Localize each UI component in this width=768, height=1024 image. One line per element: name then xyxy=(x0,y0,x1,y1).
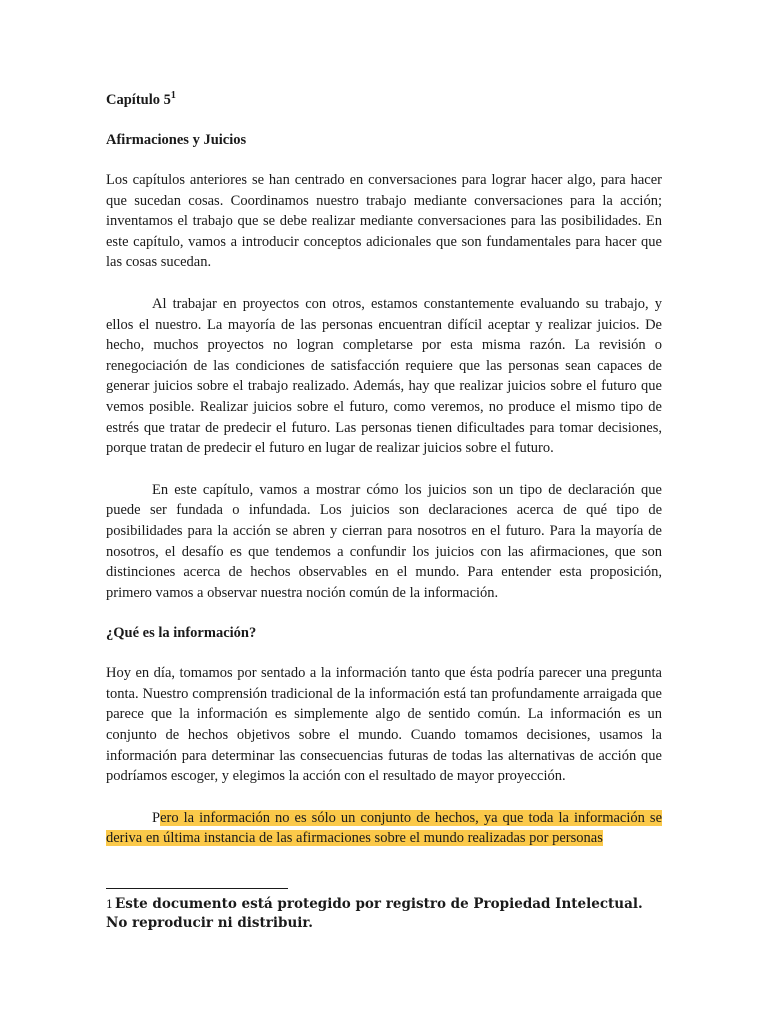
footnote xyxy=(106,895,662,933)
footnote-text: Este documento está protegido por registro de Propiedad Intelectual. No reproducir ni distribuir. xyxy=(106,896,643,931)
text-highlight[interactable]: ero la información no es sólo un conjunto de hechos, ya que toda la información se deriva en última instancia de las afirmaciones sobre el mundo realizadas por personas xyxy=(106,809,662,847)
chapter-title xyxy=(106,90,662,110)
paragraph-lead: P xyxy=(152,809,161,826)
footnote-divider xyxy=(106,888,288,889)
paragraph: En este capítulo, vamos a mostrar cómo los juicios son un tipo de declaración que puede ser fundada o infundada. Los juicios son declaraciones acerca de qué tipo de posibilidades para la acción se abren y cierran para nosotros en el futuro. Para la mayoría de nosotros, el desafío es que tendemos a confundir los juicios con las afirmaciones, que son distinciones acerca de hechos observables en el mundo. Para entender esta proposición, primero vamos a observar nuestra noción común de la información. xyxy=(106,481,662,601)
footnote-marker: 1 xyxy=(106,898,113,911)
paragraph: Los capítulos anteriores se han centrado en conversaciones para lograr hacer algo, para hacer que sucedan cosas. Coordinamos nuestro trabajo mediante conversaciones para la acción; inventamos el trabajo que se debe realizar mediante conversaciones para las posibilidades. En este capítulo, vamos a introducir conceptos adicionales que son fundamentales para hacer que las cosas sucedan. xyxy=(106,172,662,271)
footnote-reference[interactable]: 1 xyxy=(170,90,176,102)
chapter-title-text: Capítulo 5 xyxy=(106,92,171,108)
paragraph: Al trabajar en proyectos con otros, estamos constantemente evaluando su trabajo, y ellos el nuestro. La mayoría de las personas encuentran difícil aceptar y realizar juicios. De hecho, muchos proyectos no logran completarse por esta misma razón. La revisión o renegociación de las condiciones de satisfacción requiere que las personas sean capaces de generar juicios sobre el trabajo realizado. Además, hay que realizar juicios sobre el futuro que vemos posible. Realizar juicios sobre el futuro, como veremos, no produce el mismo tipo de estrés que tratar de predecir el futuro. Las personas tienen dificultades para tomar decisiones, porque tratan de predecir el futuro en lugar de realizar juicios sobre el futuro. xyxy=(106,295,662,457)
document-body xyxy=(106,82,662,849)
paragraph: Hoy en día, tomamos por sentado a la información tanto que ésta podría parecer una pregunta tonta. Nuestro comprensión tradicional de la información está tan profundamente arraigada que parece que la información es simplemente algo de sentido común. La información es un conjunto de hechos objetivos sobre el mundo. Cuando tomamos decisiones, usamos la información para determinar las consecuencias futuras de todas las alternativas de acción que podríamos escoger, y elegimos la acción con el resultado de mayor proyección. xyxy=(106,665,662,785)
highlighted-paragraph xyxy=(106,808,662,849)
section-title-informacion: ¿Qué es la información? xyxy=(106,625,257,642)
section-title-afirmaciones: Afirmaciones y Juicios xyxy=(106,132,247,148)
